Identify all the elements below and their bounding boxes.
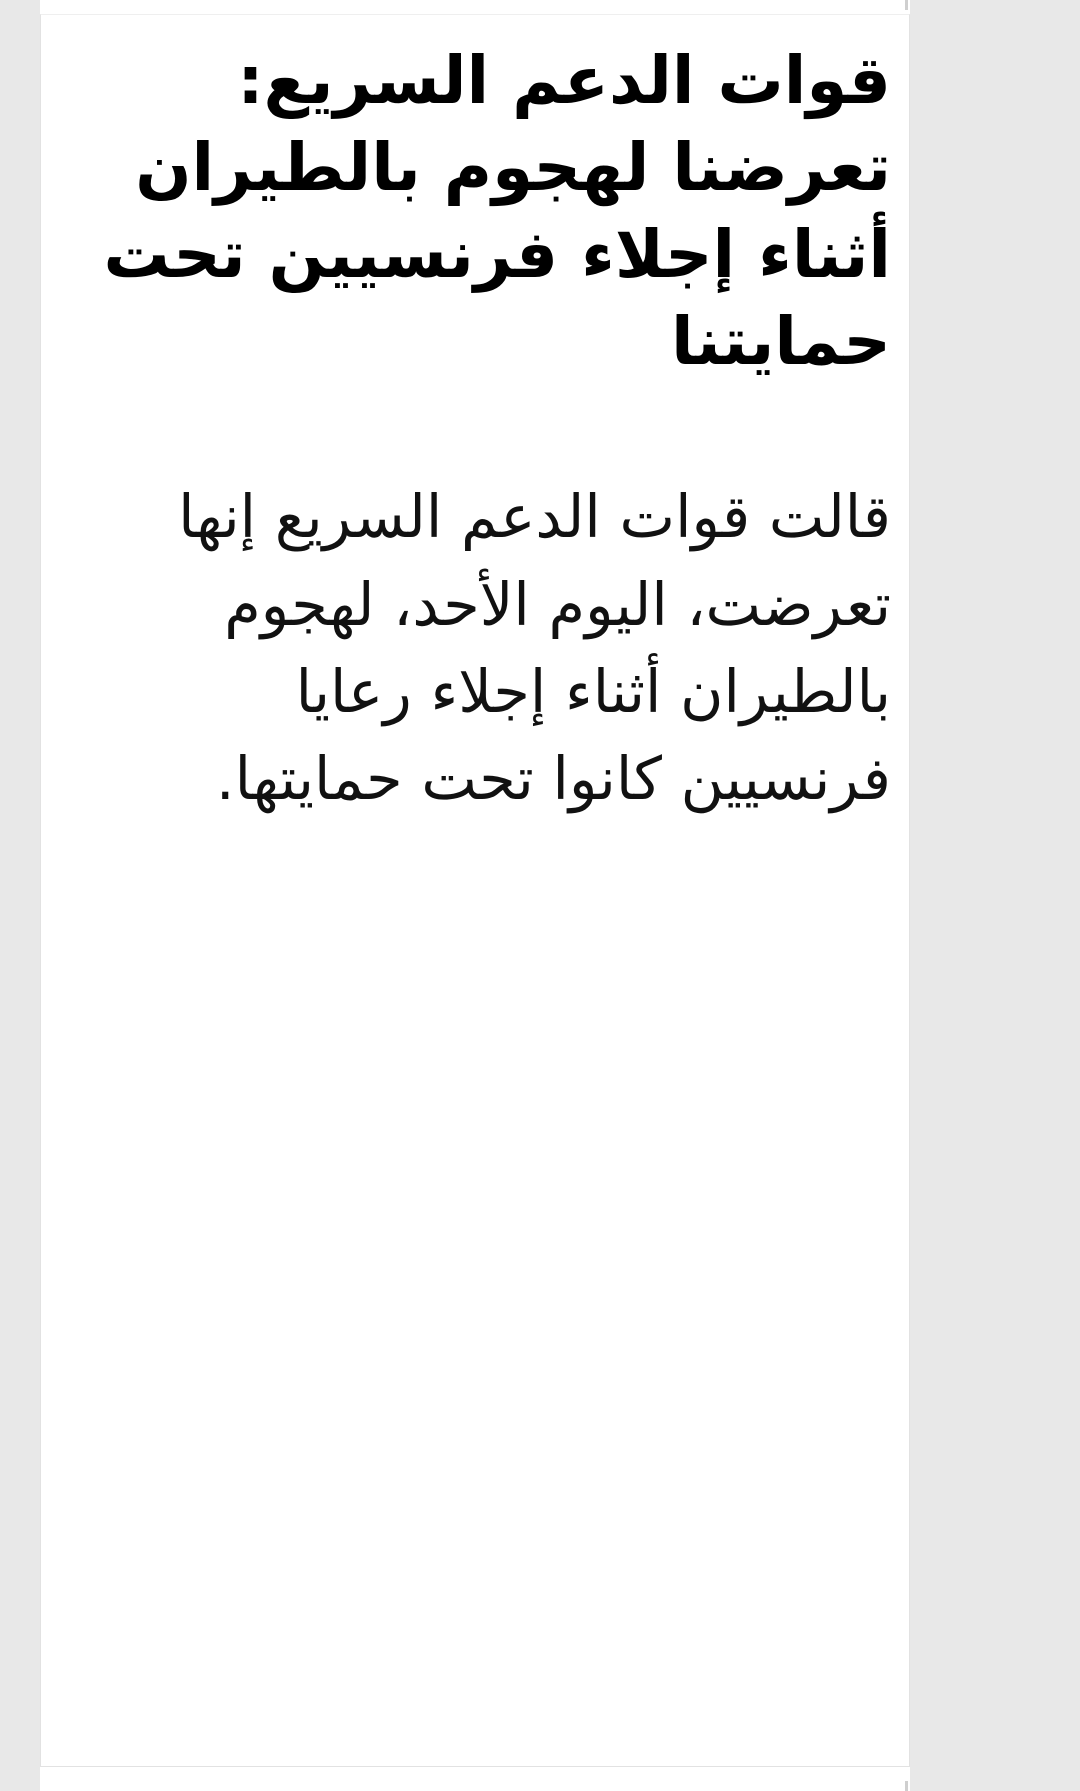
scroll-indicator-bottom[interactable] <box>905 1781 908 1791</box>
article-body-text: قالت قوات الدعم السريع إنها تعرضت، اليوم الأحد، لهجوم بالطيران أثناء إجلاء رعايا فرنسيين كانوا تحت حمايتها. <box>178 482 891 814</box>
article-page <box>40 0 910 1791</box>
page-title: قوات الدعم السريع: تعرضنا لهجوم بالطيران أثناء إجلاء فرنسيين تحت حمايتنا <box>103 42 891 381</box>
scroll-indicator-top[interactable] <box>905 0 908 10</box>
article-content-area <box>40 14 910 1767</box>
